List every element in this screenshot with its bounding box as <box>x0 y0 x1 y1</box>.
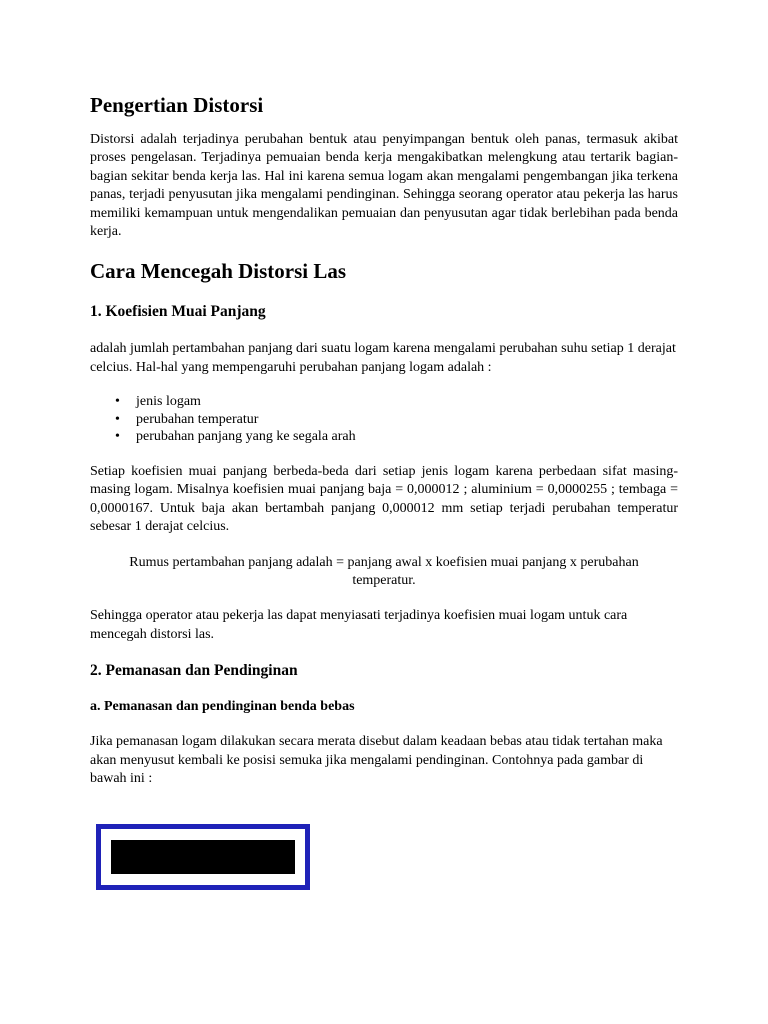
bullet-icon: • <box>115 394 120 410</box>
list-item <box>115 411 678 429</box>
paragraph-koefisien-conclusion: Sehingga operator atau pekerja las dapat menyiasati terjadinya koefisien muai logam untuk cara mencegah distorsi las. <box>90 608 628 642</box>
subheading-benda-bebas: a. Pemanasan dan pendinginan benda bebas <box>90 699 355 715</box>
bullet-list <box>90 393 678 446</box>
section-title-cara-mencegah: Cara Mencegah Distorsi Las <box>90 259 347 284</box>
formula-text: Rumus pertambahan panjang adalah = panjang awal x koefisien muai panjang x perubahan temperatur. <box>129 554 639 589</box>
paragraph-benda-bebas: Jika pemanasan logam dilakukan secara merata disebut dalam keadaan bebas atau tidak tertahan maka akan menyusut kembali ke posisi semuka jika mengalami pendinginan. Contohnya pada gambar di bawah ini : <box>90 734 663 787</box>
subheading-pemanasan: 2. Pemanasan dan Pendinginan <box>90 662 298 680</box>
paragraph-koefisien-intro: adalah jumlah pertambahan panjang dari suatu logam karena mengalami perubahan suhu setiap 1 derajat celcius. Hal-hal yang mempengaruhi perubahan panjang logam adalah : <box>90 341 676 375</box>
list-item-text: perubahan panjang yang ke segala arah <box>136 429 356 445</box>
figure-image <box>96 824 310 890</box>
bullet-icon: • <box>115 411 120 427</box>
list-item-text: perubahan temperatur <box>136 411 259 427</box>
document-page <box>90 88 678 789</box>
list-item-text: jenis logam <box>136 394 201 410</box>
section-title-pengertian: Pengertian Distorsi <box>90 93 264 117</box>
paragraph-definition: Distorsi adalah terjadinya perubahan bentuk atau penyimpangan bentuk oleh panas, termasuk akibat proses pengelasan. Terjadinya pemuaian benda kerja mengakibatkan melengkung atau tertarik bagian-bagian sekitar benda kerja las. Hal ini karena semua logam akan mengalami pengembangan jika terkena panas, terjadi penyusutan jika mengalami pendinginan. Sehingga seorang operator atau pekerja las harus memiliki kemampuan untuk mengendalikan pemuaian dan penyusutan agar tidak berlebihan pada benda kerja. <box>90 132 678 240</box>
paragraph-koefisien-detail: Setiap koefisien muai panjang berbeda-beda dari setiap jenis logam karena perbedaan sifat masing-masing logam. Misalnya koefisien muai panjang baja = 0,000012 ; aluminium = 0,0000255 ; tembaga = 0,0000167. Untuk baja akan bertambah panjang 0,000012 mm setiap terjadi perubahan temperatur sebesar 1 derajat celcius. <box>90 464 678 535</box>
figure-bar <box>111 840 295 874</box>
list-item <box>115 393 678 411</box>
list-item <box>115 428 678 446</box>
subheading-koefisien: 1. Koefisien Muai Panjang <box>90 303 266 321</box>
bullet-icon: • <box>115 429 120 445</box>
